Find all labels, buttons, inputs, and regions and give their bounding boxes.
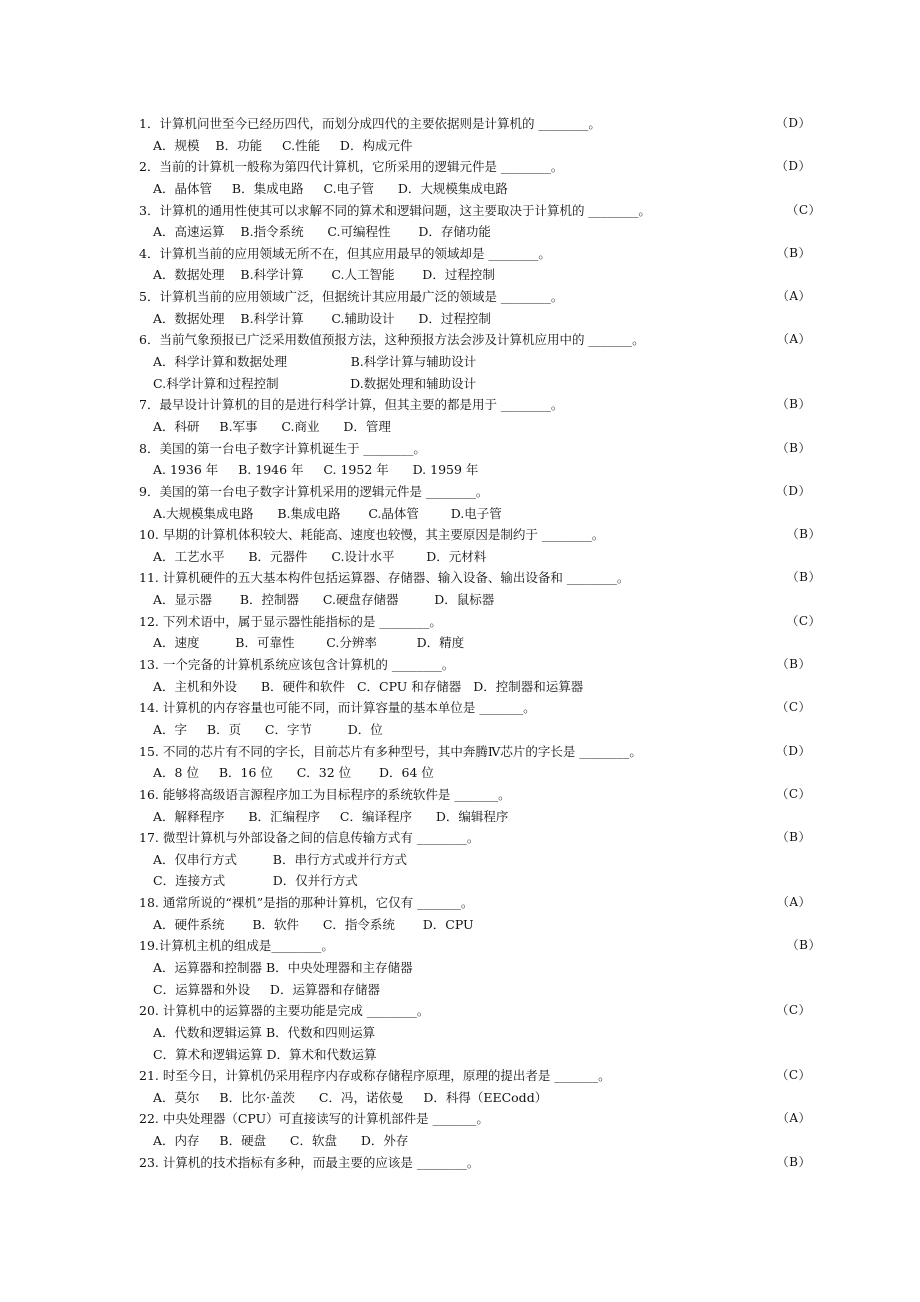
option-text: A．科学计算和数据处理 B.科学计算与辅助设计 [153, 354, 477, 370]
options-line [139, 1022, 789, 1044]
question-text: 3．计算机的通用性使其可以求解不同的算术和逻辑问题，这主要取决于计算机的 ________。 [139, 202, 651, 218]
question-line [139, 741, 811, 763]
answer-key: （B） [786, 570, 821, 585]
question-text: 18. 通常所说的“裸机”是指的那种计算机，它仅有 _______。 [139, 895, 474, 911]
options-line [139, 503, 789, 525]
answer-key: （C） [776, 700, 811, 715]
question-text: 1．计算机问世至今已经历四代，而划分成四代的主要依据则是计算机的 ________。 [139, 116, 601, 131]
option-text: A．主机和外设 B．硬件和软件 C．CPU 和存储器 D．控制器和运算器 [153, 678, 584, 694]
options-line [139, 957, 789, 979]
option-text: A．数据处理 B.科学计算 C.辅助设计 D．过程控制 [153, 310, 491, 326]
answer-key: （C） [776, 1068, 811, 1083]
question-text: 19.计算机主机的组成是________。 [139, 938, 334, 954]
option-text: C．连接方式 D．仅并行方式 [153, 873, 358, 889]
answer-key: （D） [775, 116, 811, 130]
option-text: A.大规模集成电路 B.集成电路 C.晶体管 D.电子管 [153, 505, 502, 521]
options-line [139, 589, 789, 611]
option-text: A．规模 B．功能 C.性能 D．构成元件 [153, 137, 413, 153]
option-text: C．运算器和外设 D．运算器和存储器 [153, 981, 380, 997]
question-text: 13. 一个完备的计算机系统应该包含计算机的 ________。 [139, 657, 455, 673]
answer-key: （B） [786, 938, 821, 953]
question-line [139, 243, 811, 265]
question-text: 14. 计算机的内存容量也可能不同，而计算容量的基本单位是 _______。 [139, 700, 536, 716]
options-line [139, 676, 789, 698]
options-line [139, 221, 789, 243]
options-line [139, 178, 789, 200]
option-text: A．速度 B．可靠性 C.分辨率 D．精度 [153, 635, 465, 651]
question-line [139, 611, 821, 633]
options-line [139, 459, 789, 481]
answer-key: （C） [786, 202, 821, 217]
option-text: A．字 B．页 C．字节 D．位 [153, 721, 383, 737]
options-line [139, 849, 789, 871]
option-text: A．8 位 B．16 位 C．32 位 D．64 位 [153, 765, 434, 781]
question-text: 8．美国的第一台电子数字计算机诞生于 ________。 [139, 440, 426, 456]
option-text: A．代数和逻辑运算 B．代数和四则运算 [153, 1024, 376, 1040]
options-line [139, 914, 789, 936]
options-line [139, 870, 789, 892]
question-line [139, 524, 821, 546]
question-line [139, 329, 811, 351]
options-line [139, 351, 789, 373]
question-line [139, 200, 821, 222]
question-text: 6．当前气象预报已广泛采用数值预报方法，这种预报方法会涉及计算机应用中的 _______。 [139, 332, 645, 348]
option-text: A．科研 B.军事 C.商业 D．管理 [153, 418, 391, 434]
answer-key: （A） [776, 289, 811, 304]
answer-key: （B） [776, 397, 811, 412]
question-line [139, 892, 811, 914]
option-text: A．晶体管 B．集成电路 C.电子管 D．大规模集成电路 [153, 180, 508, 196]
question-line [139, 113, 811, 135]
option-text: A．仅串行方式 B．串行方式或并行方式 [153, 851, 407, 867]
options-line [139, 806, 789, 828]
question-list [139, 113, 821, 1173]
answer-key: （B） [776, 1154, 811, 1169]
question-line [139, 697, 811, 719]
question-text: 12. 下列术语中，属于显示器性能指标的是 ________。 [139, 613, 442, 629]
answer-key: （B） [776, 657, 811, 672]
question-line [139, 394, 811, 416]
answer-key: （A） [776, 895, 811, 910]
question-line [139, 1152, 811, 1174]
answer-key: （D） [775, 483, 811, 498]
question-line [139, 567, 821, 589]
question-text: 7．最早设计计算机的目的是进行科学计算，但其主要的都是用于 ________。 [139, 397, 564, 413]
answer-key: （A） [776, 332, 811, 347]
answer-key: （B） [776, 440, 811, 455]
option-text: A．运算器和控制器 B．中央处理器和主存储器 [153, 959, 413, 975]
options-line [139, 1130, 789, 1152]
option-text: A．内存 B．硬盘 C．软盘 D．外存 [153, 1133, 409, 1149]
answer-key: （C） [776, 1003, 811, 1018]
answer-key: （A） [776, 1111, 811, 1126]
question-line [139, 1065, 811, 1087]
question-line [139, 1108, 811, 1130]
answer-key: （B） [776, 830, 811, 845]
options-line [139, 546, 789, 568]
option-text: A. 1936 年 B. 1946 年 C. 1952 年 D. 1959 年 [153, 462, 479, 478]
question-text: 11. 计算机硬件的五大基本构件包括运算器、存储器、输入设备、输出设备和 ________。 [139, 570, 630, 586]
question-text: 2．当前的计算机一般称为第四代计算机，它所采用的逻辑元件是 ________。 [139, 159, 564, 175]
question-text: 9．美国的第一台电子数字计算机采用的逻辑元件是 ________。 [139, 483, 489, 499]
option-text: A．莫尔 B．比尔·盖茨 C．冯，诺依曼 D．科得（EECodd） [153, 1089, 548, 1105]
option-text: C．算术和逻辑运算 D．算术和代数运算 [153, 1046, 377, 1062]
question-text: 17. 微型计算机与外部设备之间的信息传输方式有 ________。 [139, 830, 480, 846]
question-text: 5．计算机当前的应用领域广泛，但据统计其应用最广泛的领域是 ________。 [139, 289, 564, 305]
question-line [139, 654, 811, 676]
question-line [139, 827, 811, 849]
question-text: 15. 不同的芯片有不同的字长，目前芯片有多种型号，其中奔腾Ⅳ芯片的字长是 ________。 [139, 743, 642, 759]
question-line [139, 935, 821, 957]
option-text: A．数据处理 B.科学计算 C.人工智能 D．过程控制 [153, 267, 495, 283]
question-text: 16. 能够将高级语言源程序加工为目标程序的系统软件是 _______。 [139, 786, 511, 802]
answer-key: （D） [775, 743, 811, 758]
answer-key: （B） [776, 245, 811, 260]
question-line [139, 438, 811, 460]
question-text: 22. 中央处理器（CPU）可直接读写的计算机部件是 _______。 [139, 1111, 489, 1127]
answer-key: （B） [786, 527, 821, 542]
option-text: C.科学计算和过程控制 D.数据处理和辅助设计 [153, 375, 477, 391]
options-line [139, 979, 789, 1001]
option-text: A．硬件系统 B．软件 C．指令系统 D．CPU [153, 916, 474, 932]
question-text: 23. 计算机的技术指标有多种，而最主要的应该是 ________。 [139, 1154, 480, 1170]
options-line [139, 135, 789, 157]
question-text: 10. 早期的计算机体积较大、耗能高、速度也较慢，其主要原因是制约于 ________。 [139, 527, 605, 543]
question-line [139, 286, 811, 308]
options-line [139, 632, 789, 654]
question-line [139, 481, 811, 503]
question-text: 20. 计算机中的运算器的主要功能是完成 ________。 [139, 1003, 430, 1019]
question-text: 4．计算机当前的应用领域无所不在，但其应用最早的领域却是 ________。 [139, 245, 551, 261]
options-line [139, 264, 789, 286]
option-text: A．高速运算 B.指令系统 C.可编程性 D．存储功能 [153, 224, 491, 240]
answer-key: （C） [786, 613, 821, 628]
answer-key: （C） [776, 786, 811, 801]
options-line [139, 1087, 789, 1109]
options-line [139, 373, 789, 395]
options-line [139, 308, 789, 330]
option-text: A．显示器 B．控制器 C.硬盘存储器 D．鼠标器 [153, 592, 495, 608]
question-line [139, 784, 811, 806]
option-text: A．解释程序 B．汇编程序 C．编译程序 D．编辑程序 [153, 808, 509, 824]
answer-key: （D） [775, 159, 811, 174]
question-line [139, 1000, 811, 1022]
options-line [139, 1044, 789, 1066]
options-line [139, 762, 789, 784]
question-text: 21. 时至今日，计算机仍采用程序内存或称存储程序原理，原理的提出者是 _______。 [139, 1068, 611, 1084]
question-line [139, 156, 811, 178]
option-text: A．工艺水平 B．元器件 C.设计水平 D．元材料 [153, 548, 487, 564]
options-line [139, 719, 789, 741]
options-line [139, 416, 789, 438]
